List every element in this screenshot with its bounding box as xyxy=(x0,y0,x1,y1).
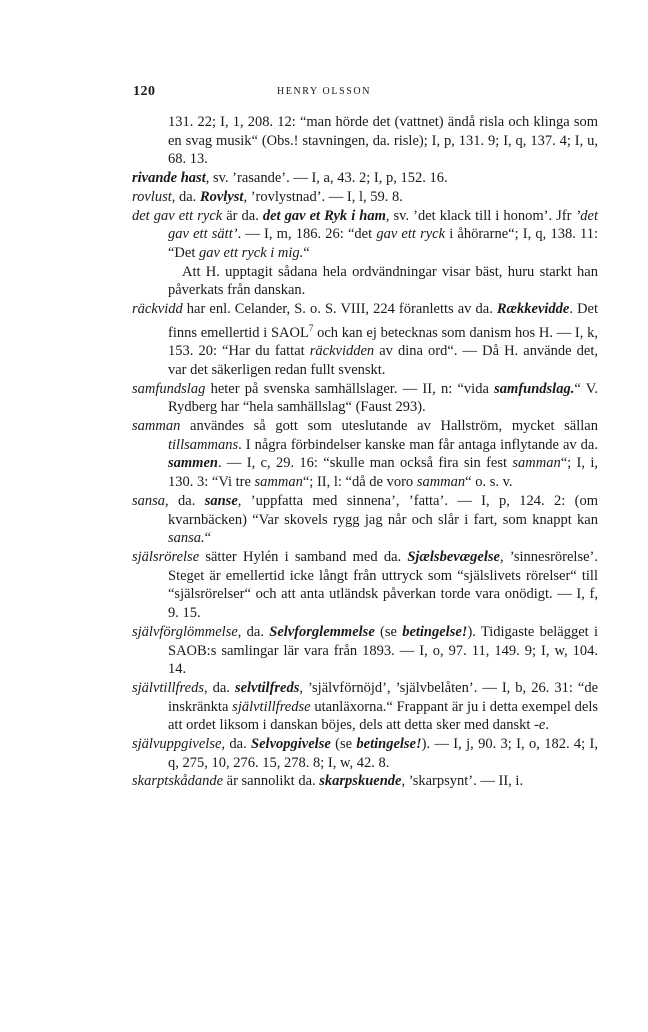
entry-text: , sv. ’rasande’. — I, a, 43. 2; I, p, 152. 16. xyxy=(205,170,448,187)
running-head: HENRY OLSSON xyxy=(276,86,372,97)
entry-text: är sannolikt da. xyxy=(223,773,320,790)
entry-text: “ xyxy=(204,530,212,547)
entry-text: . Det finns emellertid i SAOL xyxy=(168,301,599,341)
entry-text: , ’sinnesrörelse’. Steget är emellertid icke långt från uttryck som “själslivets rörelser“ till “själsrörelser“ och att anta utländsk påverkan torde vara onödigt. — I, f, 9. 15. xyxy=(168,549,598,622)
entry-text: ). — I, j, 90. 3; I, o, 182. 4; I, q, 275, 10, 276. 15, 278. 8; I, w, 42. 8. xyxy=(168,736,599,771)
entry-text: , da. xyxy=(221,736,252,753)
entry-text: är da. xyxy=(222,207,263,224)
entry-emphasis: selvtilfreds xyxy=(234,679,300,696)
entry-emphasis: räckvidd xyxy=(132,301,183,318)
entry-emphasis: rovlust xyxy=(132,188,172,205)
entry-emphasis: skarptskådande xyxy=(132,773,224,790)
dictionary-entry xyxy=(132,548,598,623)
dictionary-entry xyxy=(132,735,598,772)
entry-text: och kan ej betecknas som danism hos H. — I, k, 153. 20: “Har du fattat xyxy=(168,324,598,360)
entry-emphasis: skarpskuende xyxy=(319,773,402,790)
dictionary-entry xyxy=(132,492,598,548)
entry-emphasis: sansa xyxy=(132,492,166,509)
commentary-paragraph xyxy=(132,263,598,300)
dictionary-entry xyxy=(132,772,598,791)
entry-text: Att H. upptagit sådana hela ordvändningar visar bäst, huru starkt han påverkats från danskan. xyxy=(168,263,598,299)
dictionary-entry xyxy=(132,188,598,207)
entry-emphasis: sanse xyxy=(204,492,238,509)
entry-text: , sv. ’det klack till i honom’. Jfr xyxy=(385,207,576,224)
entry-text: , da. xyxy=(171,188,200,205)
dictionary-entry xyxy=(132,300,598,380)
entry-text: . I några förbindelser kanske man får antaga inflytande av da. xyxy=(238,436,598,453)
entry-emphasis: självtillfreds xyxy=(132,679,204,696)
entry-emphasis: sansa. xyxy=(168,530,205,547)
entry-text: , da. xyxy=(165,492,205,509)
entry-emphasis: självuppgivelse xyxy=(132,736,222,753)
entry-emphasis: ’det gav ett sätt’ xyxy=(168,207,598,243)
entry-text: “; I, i, 130. 3: “Vi tre xyxy=(168,455,598,491)
entry-text: , ’skarpsynt’. — II, i. xyxy=(401,773,524,790)
entry-text: “ xyxy=(303,244,310,261)
entry-emphasis: gav ett ryck i mig. xyxy=(199,244,304,261)
entry-emphasis: räckvidden xyxy=(309,343,375,360)
page-number: 120 xyxy=(133,84,156,99)
entry-text: “ o. s. v. xyxy=(465,474,513,491)
dictionary-entry xyxy=(132,380,598,417)
entry-text: . xyxy=(545,717,549,734)
entry-emphasis: betingelse! xyxy=(356,736,422,753)
entry-emphasis: 7 xyxy=(308,322,314,333)
entry-emphasis: det gav ett ryck xyxy=(132,207,223,224)
entry-emphasis: tillsammans xyxy=(168,436,239,453)
entry-emphasis: samman xyxy=(416,474,466,491)
entry-emphasis: Rovlyst xyxy=(199,188,244,205)
entry-emphasis: gav ett ryck xyxy=(376,226,446,243)
entry-text: , ’rovlystnad’. — I, l, 59. 8. xyxy=(243,188,403,205)
entry-emphasis: samman xyxy=(132,418,181,435)
entry-text: , da. xyxy=(237,623,270,640)
entry-text: , ’uppfatta med sinnena’, ’fatta’. — I, p, 124. 2: (om kvarnbäcken) “Var skovels rygg jag når och slår i fart, som knappt kan xyxy=(168,492,598,528)
dictionary-body xyxy=(132,113,598,791)
entry-text: har enl. Celander, S. o. S. VIII, 224 föranletts av da. xyxy=(182,301,497,318)
entry-text: utanläxorna.“ Frappant är ju i detta exempel dels att ordet liksom i danskan böjes, dels att detta sker med danskt xyxy=(168,698,598,734)
entry-emphasis: sammen xyxy=(168,455,218,472)
entry-emphasis: -e xyxy=(534,717,546,734)
entry-text: “; II, l: “då de voro xyxy=(302,474,417,491)
dictionary-entry xyxy=(132,417,598,492)
entry-text: , da. xyxy=(203,679,235,696)
entry-text: (se xyxy=(330,736,357,753)
entry-text: . — I, m, 186. 26: “det xyxy=(237,226,377,243)
entry-emphasis: samman xyxy=(512,455,561,472)
entry-text: i åhörarne“; I, q, 138. 11: “Det xyxy=(168,226,598,261)
entry-emphasis: rivande hast xyxy=(132,170,206,187)
entry-emphasis: samman xyxy=(254,474,303,491)
entry-emphasis: Selvforglemmelse xyxy=(269,623,375,640)
dictionary-entry xyxy=(132,623,598,679)
dictionary-entry xyxy=(132,169,598,188)
entry-text: sätter Hylén i samband med da. xyxy=(199,549,408,565)
entry-emphasis: själsrörelse xyxy=(132,549,200,565)
entry-emphasis: betingelse! xyxy=(402,623,468,640)
entry-text: . — I, c, 29. 16: “skulle man också fira sin fest xyxy=(217,455,513,472)
dictionary-entry xyxy=(132,207,598,263)
entry-emphasis: Sjælsbevægelse xyxy=(407,549,500,565)
entry-emphasis: självförglömmelse xyxy=(132,623,238,640)
entry-emphasis: Rækkevidde xyxy=(496,301,570,318)
entry-text: ). Tidigaste belägget i SAOB:s samlingar lär vara från 1893. — I, o, 97. 11, 149. 9; I, w, 104. 14. xyxy=(168,623,598,678)
entry-text: 131. 22; I, 1, 208. 12: “man hörde det (vattnet) ändå risla och klinga som en svag musik“ (Obs.! stavningen, da. risle); I, p, 131. 9; I, q, 137. 4; I, u, 68. 13. xyxy=(168,114,598,168)
entry-emphasis: samfundslag xyxy=(132,380,206,397)
entry-text: heter på svenska samhällslager. — II, n: “vida xyxy=(205,380,495,397)
entry-text: användes så gott som uteslutande av Hallström, mycket sällan xyxy=(180,418,598,435)
entry-text: , ’självförnöjd’, ’självbelåten’. — I, b, 26. 31: “de inskränkta xyxy=(168,679,599,715)
entry-text: “ V. Rydberg har “hela samhällslag“ (Faust 293). xyxy=(168,380,598,416)
entry-text: av dina ord“. — Då H. använde det, var det säkerligen redan fullt svenskt. xyxy=(168,343,598,378)
entry-emphasis: självtillfredse xyxy=(232,698,311,715)
entry-emphasis: det gav et Ryk i ham xyxy=(262,207,386,224)
dictionary-entry xyxy=(132,679,598,735)
entry-text: (se xyxy=(374,623,403,640)
entry-emphasis: samfundslag. xyxy=(494,380,575,397)
entry-emphasis: Selvopgivelse xyxy=(251,736,331,753)
dictionary-entry xyxy=(132,113,598,169)
